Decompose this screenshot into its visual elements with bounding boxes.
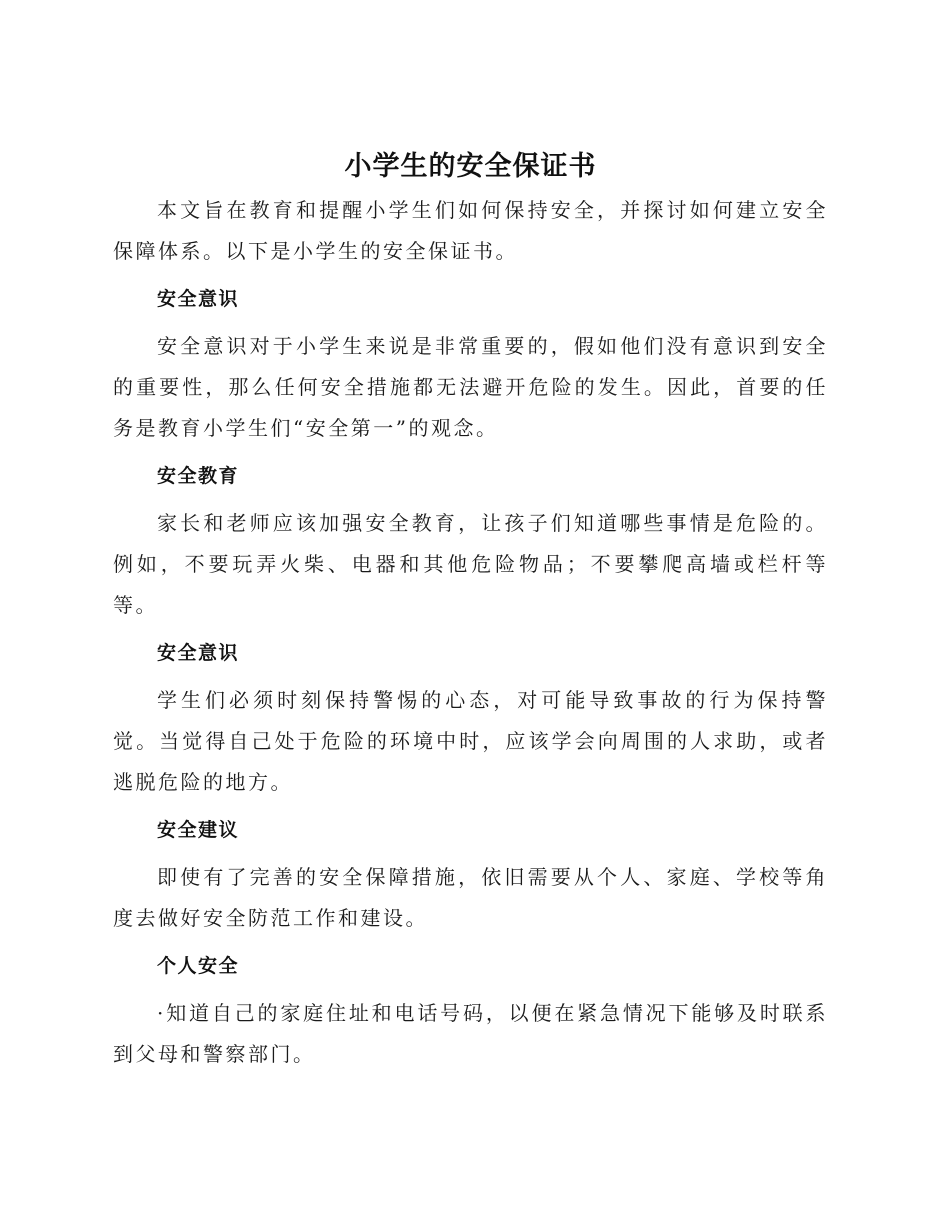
paragraph-safety-education: 家长和老师应该加强安全教育，让孩子们知道哪些事情是危险的。例如，不要玩弄火柴、电器和其他危险物品；不要攀爬高墙或栏杆等等。: [113, 511, 828, 617]
paragraph-safety-awareness: 安全意识对于小学生来说是非常重要的，假如他们没有意识到安全的重要性，那么任何安全措施都无法避开危险的发生。因此，首要的任务是教育小学生们“安全第一”的观念。: [113, 334, 828, 440]
section-heading-safety-education: 安全教育: [157, 465, 240, 487]
document-page: [113, 150, 828, 1075]
document-title: 小学生的安全保证书: [344, 151, 597, 182]
section-heading-safety-advice: 安全建议: [157, 819, 240, 841]
section-heading-safety-awareness-2: 安全意识: [157, 642, 240, 664]
paragraph-safety-advice: 即使有了完善的安全保障措施，依旧需要从个人、家庭、学校等角度去做好安全防范工作和建设。: [113, 865, 828, 930]
intro-paragraph: 本文旨在教育和提醒小学生们如何保持安全，并探讨如何建立安全保障体系。以下是小学生的安全保证书。: [113, 198, 828, 263]
paragraph-vigilance: 学生们必须时刻保持警惕的心态，对可能导致事故的行为保持警觉。当觉得自己处于危险的环境中时，应该学会向周围的人求助，或者逃脱危险的地方。: [113, 688, 828, 794]
section-heading-personal-safety: 个人安全: [157, 955, 240, 977]
section-heading-safety-awareness: 安全意识: [157, 288, 240, 310]
paragraph-personal-safety: ·知道自己的家庭住址和电话号码，以便在紧急情况下能够及时联系到父母和警察部门。: [113, 1001, 828, 1066]
